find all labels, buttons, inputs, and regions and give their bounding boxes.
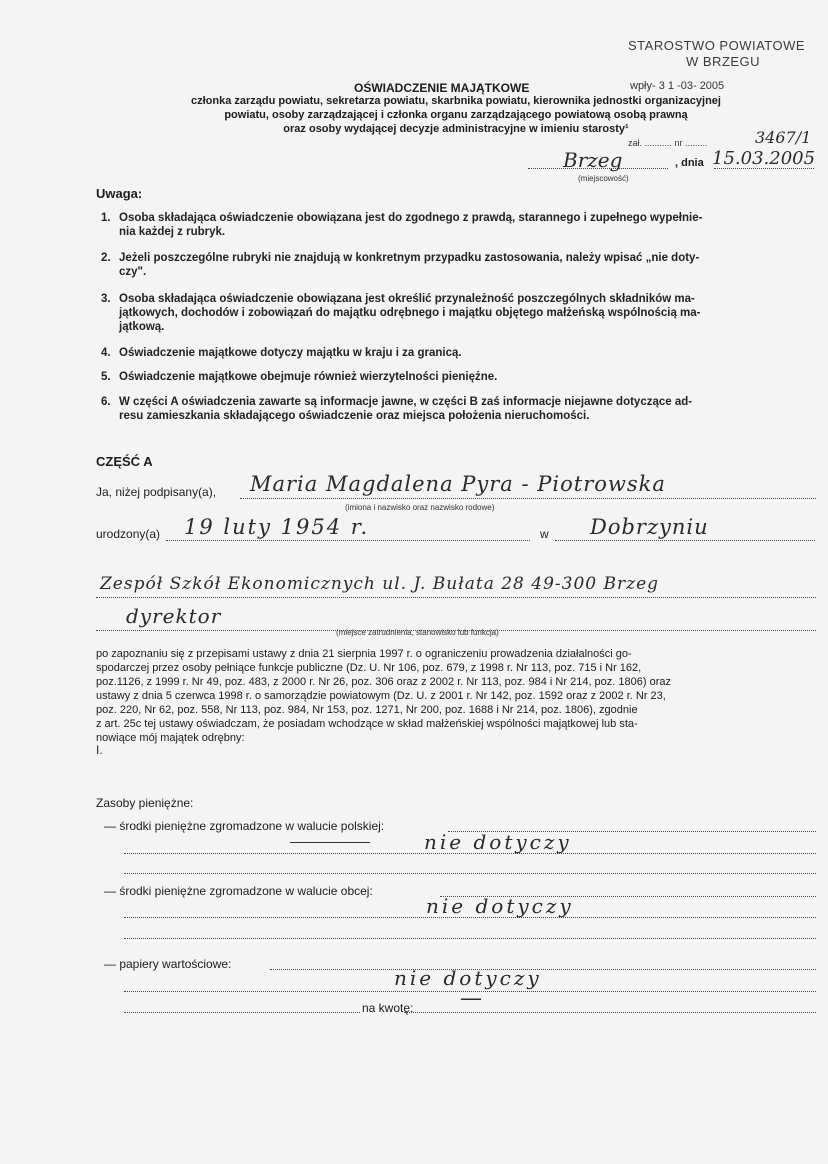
foreign-underline-2 — [124, 917, 816, 918]
note-6-number: 6. — [101, 396, 111, 408]
header-line-3: oraz osoby wydającej decyzje administracyjne w imieniu starosty¹ — [283, 123, 629, 135]
law-line-5: poz. 220, Nr 62, poz. 558, Nr 113, poz. 984, Nr 153, poz. 1271, Nr 200, poz. 1688 i Nr 214, poz. 1806), zgodnie — [96, 704, 638, 716]
note-6-text-cont: resu zamieszkania składającego oświadczenie oraz miejsca położenia nieruchomości. — [119, 410, 590, 422]
pln-dash-mark — [290, 842, 370, 843]
note-2-number: 2. — [101, 252, 111, 264]
header-line-2: powiatu, osoby zarządzającej i członka organu zarządzającego powiatową osobą prawną — [224, 109, 688, 121]
stamp-number-handwritten: 3467/1 — [755, 128, 812, 147]
stamp-received-date: wpły- 3 1 -03- 2005 — [630, 80, 725, 92]
note-6-text: W części A oświadczenia zawarte są informacje jawne, w części B zaś informacje niejawne dotyczące ad- — [119, 396, 693, 408]
note-3-text: Osoba składająca oświadczenie obowiązana jest określić przynależność poszczególnych składników ma- — [119, 293, 695, 305]
cash-heading: Zasoby pieniężne: — [96, 796, 194, 810]
signed-label: Ja, niżej podpisany(a), — [96, 485, 217, 499]
born-place-value: Dobrzyniu — [590, 515, 709, 539]
note-3-text-cont: jątkowych, dochodów i zobowiązań do majątku odrębnego i majątku objętego małżeńską wspólnością ma- — [119, 307, 701, 319]
born-date-value: 19 luty 1954 r. — [184, 515, 370, 539]
securities-underline-1 — [270, 969, 816, 970]
position-value: dyrektor — [126, 604, 222, 628]
note-4-number: 4. — [101, 347, 111, 359]
signed-underline — [240, 498, 816, 499]
born-date-underline — [166, 540, 530, 541]
pln-underline-3 — [124, 873, 816, 874]
note-1-number: 1. — [101, 212, 111, 224]
law-line-6: z art. 25c tej ustawy oświadczam, że posiadam wchodzące w skład małżeńskiej wspólności majątkowej lub sta- — [96, 718, 638, 730]
law-line-4: ustawy z dnia 5 czerwca 1998 r. o samorządzie powiatowym (Dz. U. z 2001 r. Nr 142, poz. 1592 oraz z 2002 r. Nr 23, — [96, 690, 666, 702]
amount-leader — [124, 1012, 360, 1013]
workplace-value: Zespół Szkół Ekonomicznych ul. J. Bułata 28 49-300 Brzeg — [100, 574, 660, 594]
amount-underline — [404, 1012, 816, 1013]
note-2-text: Jeżeli poszczególne rubryki nie znajdują w konkretnym przypadku zastosowania, należy wpisać „nie doty- — [119, 252, 700, 264]
securities-label: — papiery wartościowe: — [104, 957, 232, 971]
born-in-label: w — [540, 527, 549, 541]
amount-label: na kwotę: — [362, 1001, 414, 1015]
note-3-number: 3. — [101, 293, 111, 305]
place-caption: (miejscowość) — [578, 174, 629, 183]
section-1-numeral: I. — [96, 743, 103, 757]
stamp-office-city: W BRZEGU — [686, 54, 761, 69]
document-title: OŚWIADCZENIE MAJĄTKOWE — [354, 81, 530, 95]
place-value: Brzeg — [563, 148, 623, 172]
stamp-office-name: STAROSTWO POWIATOWE — [628, 38, 806, 53]
born-label: urodzony(a) — [96, 527, 161, 541]
law-line-7: nowiące mój majątek odrębny: — [96, 732, 245, 744]
stamp-attachment: zał. ........... nr ......... — [628, 138, 708, 148]
foreign-underline-3 — [124, 938, 816, 939]
signed-name-value: Maria Magdalena Pyra - Piotrowska — [250, 472, 666, 496]
amount-value: — — [460, 986, 482, 1011]
securities-value: nie dotyczy — [394, 966, 542, 990]
notes-heading: Uwaga: — [96, 186, 143, 201]
pln-value: nie dotyczy — [424, 830, 572, 854]
note-1-text-cont: nia każdej z rubryk. — [119, 226, 226, 238]
law-line-1: po zapoznaniu się z przepisami ustawy z dnia 21 sierpnia 1997 r. o ograniczeniu prowadzenia działalności go- — [96, 648, 632, 660]
foreign-label: — środki pieniężne zgromadzone w walucie obcej: — [104, 884, 373, 898]
workplace-underline — [96, 597, 816, 598]
note-5-number: 5. — [101, 371, 111, 383]
note-3-text-cont2: jątkową. — [119, 321, 165, 333]
law-line-2: spodarczej przez osoby pełniące funkcje publiczne (Dz. U. Nr 106, poz. 679, z 1998 r. Nr 113, poz. 715 i Nr 162, — [96, 662, 642, 674]
work-caption: (miejsce zatrudnienia, stanowisko lub funkcja) — [336, 628, 499, 637]
date-value: 15.03.2005 — [712, 148, 816, 169]
note-1-text: Osoba składająca oświadczenie obowiązana jest do zgodnego z prawdą, starannego i zupełnego wypełnie- — [119, 212, 703, 224]
foreign-value: nie dotyczy — [426, 894, 574, 918]
pln-label: — środki pieniężne zgromadzone w walucie polskiej: — [104, 819, 385, 833]
part-a-heading: CZĘŚĆ A — [96, 454, 153, 469]
signed-caption: (imiona i nazwisko oraz nazwisko rodowe) — [345, 503, 495, 512]
note-5-text: Oświadczenie majątkowe obejmuje również wierzytelności pieniężne. — [119, 371, 498, 383]
note-2-text-cont: czy". — [119, 266, 147, 278]
date-label: , dnia — [675, 157, 704, 169]
law-line-3: poz.1126, z 1999 r. Nr 49, poz. 483, z 2000 r. Nr 26, poz. 306 oraz z 2002 r. Nr 113, poz. 984 i Nr 214, poz. 1806) oraz — [96, 676, 671, 688]
born-place-underline — [555, 540, 815, 541]
law-paragraph — [96, 647, 816, 745]
note-4-text: Oświadczenie majątkowe dotyczy majątku w kraju i za granicą. — [119, 347, 462, 359]
header-line-1: członka zarządu powiatu, sekretarza powiatu, skarbnika powiatu, kierownika jednostki organizacyjnej — [191, 95, 721, 107]
